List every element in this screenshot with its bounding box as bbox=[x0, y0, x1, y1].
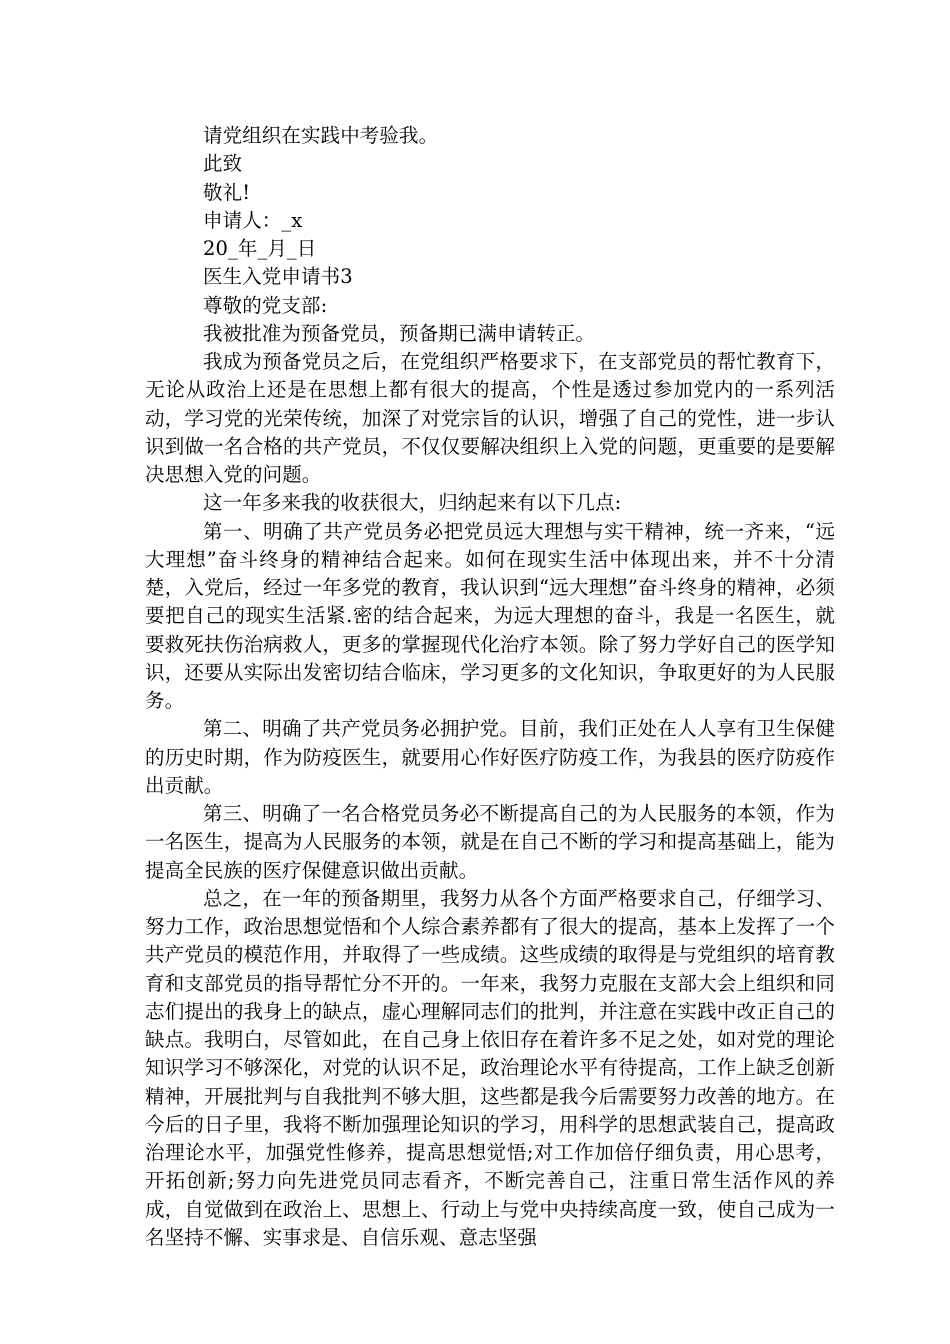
intro-line: 我被批准为预备党员，预备期已满申请转正。 bbox=[203, 321, 596, 345]
section-title: 医生入党申请书3 bbox=[203, 265, 353, 289]
body-paragraph: 第三、明确了一名合格党员务必不断提高自己的为人民服务的本领，作为一名医生，提高为人民服务的本领，就是在自己不断的学习和提高基础上，能为提高全民族的医疗保健意识做出贡献。 bbox=[145, 802, 835, 882]
document-body bbox=[145, 122, 835, 1252]
body-paragraph: 总之，在一年的预备期里，我努力从各个方面严格要求自己，仔细学习、努力工作，政治思想觉悟和个人综合素养都有了很大的提高，基本上发挥了一个共产党员的模范作用，并取得了一些成绩。这些成绩的取得是与党组织的培育教育和支部党员的指导帮忙分不开的。一年来，我努力克服在支部大会上组织和同志们提出的我身上的缺点，虚心理解同志们的批判，并注意在实践中改正自己的缺点。我明白，尽管如此，在自己身上依旧存在着许多不足之处，如对党的理论知识学习不够深化，对党的认识不足，政治理论水平有待提高，工作上缺乏创新精神，开展批判与自我批判不够大胆，这些都是我今后需要努力改善的地方。在今后的日子里，我将不断加强理论知识的学习，用科学的思想武装自己，提高政治理论水平，加强党性修养，提高思想觉悟;对工作加倍仔细负责，用心思考，开拓创新;努力向先进党员同志看齐，不断完善自己，注重日常生活作风的养成，自觉做到在政治上、思想上、行动上与党中央持续高度一致，使自己成为一名坚持不懈、实事求是、自信乐观、意志坚强 bbox=[145, 886, 835, 1249]
applicant-line: 申请人：_x bbox=[203, 208, 303, 232]
date-line: 20_年_月_日 bbox=[203, 237, 317, 260]
body-paragraph: 我成为预备党员之后，在党组织严格要求下，在支部党员的帮忙教育下，无论从政治上还是在思想上都有很大的提高，个性是透过参加党内的一系列活动，学习党的光荣传统，加深了对党宗旨的认识，增强了自己的党性，进一步认识到做一名合格的共产党员，不仅仅要解决组织上入党的问题，更重要的是要解决思想入党的问题。 bbox=[145, 350, 835, 486]
greeting-line: 尊敬的党支部: bbox=[203, 293, 328, 317]
salutation-cizhi: 此致 bbox=[203, 152, 243, 176]
body-paragraph: 第一、明确了共产党员务必把党员远大理想与实干精神，统一齐来，“远大理想”奋斗终身的精神结合起来。如何在现实生活中体现出来，并不十分清楚，入党后，经过一年多党的教育，我认识到“远大理想”奋斗终身的精神，必须要把自己的现实生活紧.密的结合起来，为远大理想的奋斗，我是一名医生，就要救死扶伤治病救人，更多的掌握现代化治疗本领。除了努力学好自己的医学知识，还要从实际出发密切结合临床，学习更多的文化知识，争取更好的为人民服务。 bbox=[145, 519, 835, 712]
salutation-jingli: 敬礼! bbox=[203, 180, 251, 204]
body-paragraph: 这一年多来我的收获很大，归纳起来有以下几点: bbox=[203, 491, 622, 515]
body-paragraph: 第二、明确了共产党员务必拥护党。目前，我们正处在人人享有卫生保健的历史时期，作为防疫医生，就要用心作好医疗防疫工作，为我县的医疗防疫作出贡献。 bbox=[145, 717, 835, 797]
closing-line: 请党组织在实践中考验我。 bbox=[203, 124, 439, 147]
